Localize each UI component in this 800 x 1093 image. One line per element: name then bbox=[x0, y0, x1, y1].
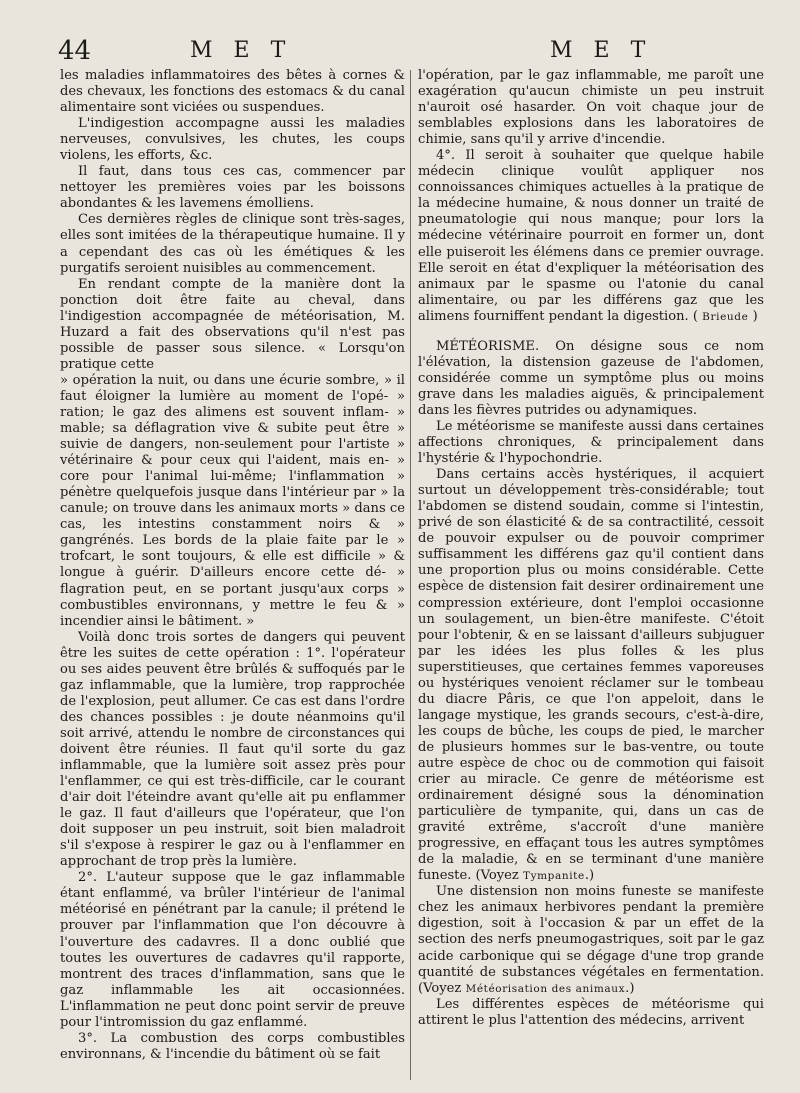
page-number: 44 bbox=[58, 36, 92, 66]
running-head-left: M E T bbox=[190, 38, 293, 63]
entry-separator bbox=[418, 325, 764, 339]
cross-reference: Tympanite bbox=[522, 870, 585, 883]
paragraph: 3°. La combustion des corps combustibles environnans, & l'incendie du bâtiment où se fait bbox=[60, 1030, 405, 1062]
running-head-right: M E T bbox=[550, 38, 653, 63]
page-header bbox=[0, 36, 800, 66]
entry-meteorisme: MÉTÉORISME. On désigne sous ce nom l'élévation, la distension gazeuse de l'abdomen, considérée comme un symptôme plus ou moins grave dans les maladies aiguës, & principalement dans les fièvres putrides ou adynamiques. bbox=[418, 338, 764, 418]
paragraph: Une distension non moins funeste se manifeste chez les animaux herbivores pendant la première digestion, soit à l'occasion & par un effet de la section des nerfs pneumogastriques, soit par le gaz acide carbonique qui se dégage d'une trop grande quantité de substances végétales en fermentation. (Voyez Météorisation des animaux.) bbox=[418, 884, 764, 996]
paragraph: 2°. L'auteur suppose que le gaz inflammable étant enflammé, va brûler l'intérieur de l'animal météorisé en pénétrant par la canule; il prétend le prouver par l'inflammation que l'on découvre à l'ouverture des cadavres. Il a donc oublié que toutes les ouvertures de cadavres qu'il rapporte, montrent des traces d'inflammation, sans que le gaz inflammable les ait occasionnées. L'inflammation ne peut donc point servir de preuve pour l'intromission du gaz enflammé. bbox=[60, 870, 405, 1030]
paragraph: 4°. Il seroit à souhaiter que quelque habile médecin clinique voulût appliquer nos connoissances chimiques actuelles à la pratique de la médecine humaine, & nous donner un traité de pneumatologie qui nous manque; pour lors la médecine vétérinaire pourroit en former un, dont elle puiseroit les élémens dans ce premier ouvrage. Elle seroit en état d'expliquer la météorisation des animaux par le spasme ou l'atonie du canal alimentaire, ou par les différens gaz que les alimens fourniffent pendant la digestion. ( Brieude ) bbox=[418, 148, 764, 324]
paragraph: Il faut, dans tous ces cas, commencer par nettoyer les premières voies par les boissons abondantes & les lavemens émolliens. bbox=[60, 164, 405, 212]
paragraph: L'indigestion accompagne aussi les maladies nerveuses, convulsives, les chutes, les coups violens, les efforts, &c. bbox=[60, 116, 405, 164]
paragraph: En rendant compte de la manière dont la ponction doit être faite au cheval, dans l'indigestion accompagnée de météorisation, M. Huzard a fait des observations qu'il n'est pas possible de passer sous silence. « Lorsqu'on pratique cette bbox=[60, 276, 405, 372]
left-text-column bbox=[60, 68, 405, 1063]
paragraph: Ces dernières règles de clinique sont très-sages, elles sont imitées de la thérapeutique humaine. Il y a cependant des cas où les émétiques & les purgatifs seroient nuisibles au commencement. bbox=[60, 212, 405, 276]
author-signature: Brieude bbox=[702, 310, 749, 323]
cross-reference: Météorisation des animaux bbox=[465, 982, 626, 995]
paragraph: Voilà donc trois sortes de dangers qui peuvent être les suites de cette opération : 1°. l'opérateur ou ses aides peuvent être brûlés & suffoqués par le gaz inflammable, que la lumière, trop rapprochée de l'explosion, peut allumer. Ce cas est dans l'ordre des chances possibles : je doute néanmoins qu'il soit arrivé, attendu le nombre de circonstances qui doivent être réunies. Il faut qu'il sorte du gaz inflammable, que la lumière soit assez près pour l'enflammer, ce qui est très-difficile, car le courant d'air doit l'éteindre avant qu'elle ait pu enflammer le gaz. Il faut d'ailleurs que l'opérateur, que l'on doit supposer un peu instruit, soit bien maladroit s'il s'expose à respirer le gaz ou à l'enflammer en approchant de trop près la lumière. bbox=[60, 629, 405, 870]
paragraph: Les différentes espèces de météorisme qui attirent le plus l'attention des médecins, arrivent bbox=[418, 996, 764, 1028]
column-divider bbox=[410, 70, 411, 1080]
paragraph: l'opération, par le gaz inflammable, me paroît une exagération qu'aucun chimiste un peu instruit n'auroit osé hasarder. On voit chaque jour de semblables explosions dans les laboratoires de chimie, sans qu'il y arrive d'incendie. bbox=[418, 68, 764, 148]
right-text-column bbox=[418, 68, 764, 1029]
paragraph: les maladies inflammatoires des bêtes à cornes & des chevaux, les fonctions des estomacs & du canal alimentaire sont viciées ou suspendues. bbox=[60, 68, 405, 116]
paragraph: Dans certains accès hystériques, il acquiert surtout un développement très-considérable; tout l'abdomen se distend soudain, comme si l'intestin, privé de son élasticité & de sa contractilité, cessoit de pouvoir expulser ou de pouvoir comprimer suffisamment les différens gaz qu'il contient dans une proportion plus ou moins considérable. Cette espèce de distension fait desirer ordinairement une compression extérieure, dont l'emploi occasionne un soulagement, un bien-être manifeste. C'étoit pour l'obtenir, & en se laissant d'ailleurs subjuguer par les idées les plus folles & les plus superstitieuses, que certaines femmes vaporeuses ou hystériques venoient réclamer sur le tombeau du diacre Pâris, ce que l'on appeloit, dans le langage mystique, les grands secours, c'est-à-dire, les coups de bûche, les coups de pied, le marcher de plusieurs hommes sur le bas-ventre, ou toute autre espèce de choc ou de commotion qui faisoit crier au miracle. Ce genre de météorisme est ordinairement désigné sous la dénomination particulière de tympanite, qui, dans un cas de gravité extrême, s'accroît d'une manière progressive, en effaçant tous les autres symptômes de la maladie, & en se terminant d'une manière funeste. (Voyez Tympanite.) bbox=[418, 467, 764, 884]
quoted-passage: » opération la nuit, ou dans une écurie sombre, » il faut éloigner la lumière au moment de l'opé- » ration; le gaz des alimens est souvent inflam- » mable; sa déflagration vive & subite peut être » suivie de dangers, non-seulement pour l'artiste » vétérinaire & pour ceux qui l'aident, mais en- » core pour l'animal lui-même; l'inflammation » pénètre quelquefois jusque dans l'intérieur par » la canule; on trouve dans les animaux morts » dans ce cas, les intestins constamment noirs & » gangrénés. Les bords de la plaie faite par le » trofcart, le sont toujours, & elle est difficile » & longue à guérir. D'ailleurs encore cette dé- » flagration peut, en se portant jusqu'aux corps » combustibles environnans, y mettre le feu & » incendier ainsi le bâtiment. » bbox=[60, 372, 405, 629]
paragraph: Le météorisme se manifeste aussi dans certaines affections chroniques, & principalement dans l'hystérie & l'hypochondrie. bbox=[418, 418, 764, 467]
